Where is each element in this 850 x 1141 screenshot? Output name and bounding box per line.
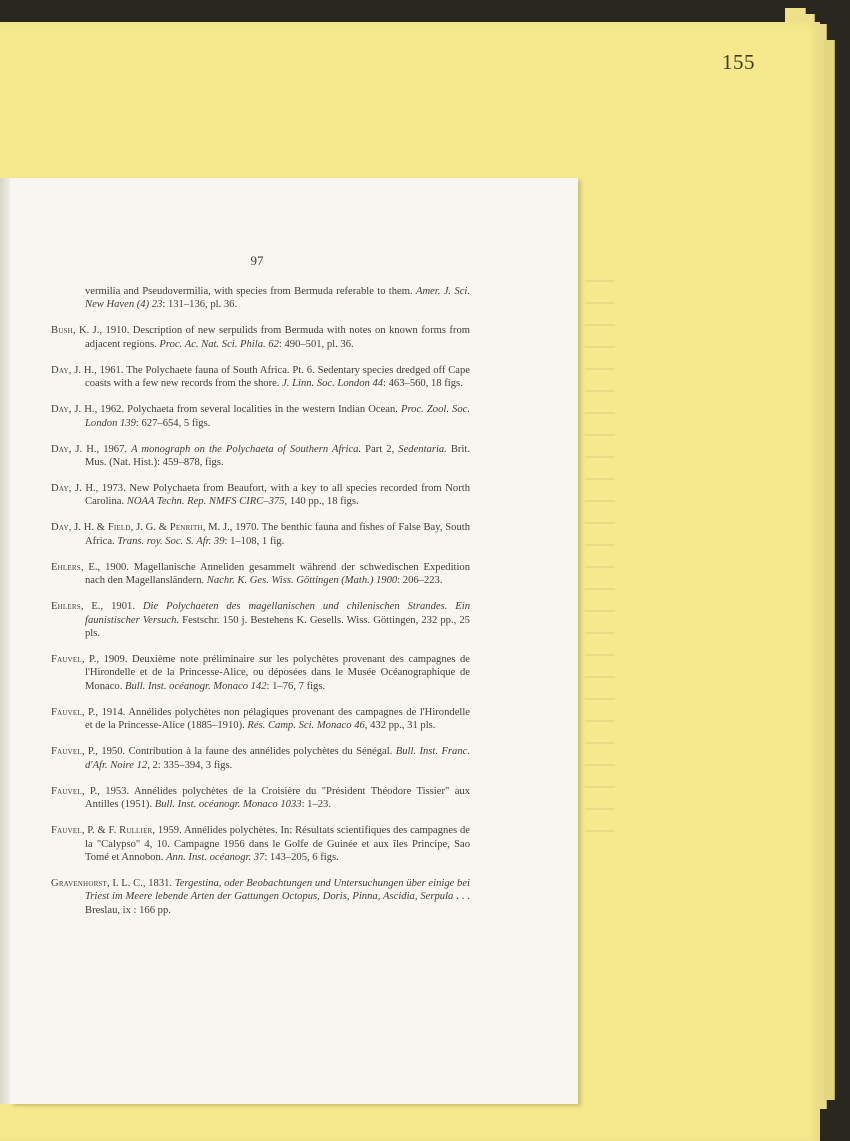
- reference-entry: [51, 706, 470, 733]
- reference-title: Bull. Inst. océanogr. Monaco 142: [125, 680, 267, 692]
- reference-text: , P., 1914. Annélides polychètes non pélagiques provenant des campagnes de l'Hirondelle et de la Princesse-Alice (1885–1910).: [81, 706, 470, 732]
- reference-title: Sedentaria.: [398, 443, 447, 455]
- reference-title: Bull. Inst. océanogr. Monaco 1033: [154, 799, 302, 811]
- reference-text: Field: [107, 522, 131, 534]
- reference-text: , P., 1909. Deuxième note préliminaire sur les polychètes provenant des campagnes de l'Hirondelle et de la Princesse-Alice, ou déposées dans le Musée Océanographique de Monaco.: [81, 654, 470, 692]
- reference-author: Day: [51, 404, 69, 416]
- reference-text: , J. G. &: [130, 522, 170, 534]
- reference-title: Ann. Inst. océanogr. 37: [166, 851, 265, 863]
- reference-text: , E., 1900. Magellanische Anneliden gesammelt während der schwedischen Expedition nach den Magellansländern.: [80, 561, 470, 587]
- reference-text: , I. L. C., 1831.: [107, 877, 175, 889]
- reference-entry: [51, 785, 470, 812]
- reference-entry: [51, 561, 470, 588]
- reference-author: Day: [51, 522, 69, 534]
- reference-entry: [51, 877, 470, 917]
- reference-text: , K. J., 1910. Description of new serpulids from Bermuda with notes on known forms from adjacent regions.: [72, 325, 470, 350]
- reference-entry: [51, 824, 470, 864]
- reference-title: Rés. Camp. Sci. Monaco 46: [247, 720, 365, 732]
- reference-title: Tergestina, oder Beobachtungen und Untersuchungen über einige bei Triest im Meere lebende Arten der Gattungen Octopus, Doris, Pinna, Ascidia, Serpula: [85, 877, 470, 903]
- reference-author: Day: [51, 443, 69, 455]
- reference-text: : 490–501, pl. 36.: [278, 338, 354, 350]
- reference-title: J. Linn. Soc. London 44: [282, 378, 384, 390]
- reference-title: Proc. Zool. Soc. London 139: [85, 404, 470, 429]
- reference-text: Penrith: [169, 522, 203, 534]
- reference-entry: [51, 443, 470, 470]
- reference-text: : 463–560, 18 figs.: [383, 378, 463, 390]
- reference-text: Rullier: [119, 825, 153, 837]
- reference-title: Bull. Inst. Franc. d'Afr. Noire 12: [85, 746, 470, 771]
- page-number: 155: [722, 50, 755, 74]
- reference-text: : 143–205, 6 figs.: [264, 851, 339, 863]
- reference-text: : 131–136, pl. 36.: [162, 299, 238, 311]
- reference-text: , M. J., 1970. The benthic fauna and fishes of False Bay, South Africa.: [85, 522, 470, 547]
- reference-text: Festschr. 150 j. Bestehens K. Gesells. Wiss. Göttingen, 232 pp., 25 pls.: [85, 614, 470, 640]
- reference-text: , 432 pp., 31 pls.: [364, 720, 436, 732]
- reference-entry: [51, 364, 470, 391]
- reference-entry: [51, 403, 470, 430]
- reference-entry: [51, 653, 470, 693]
- reference-text: : 206–223.: [397, 575, 443, 587]
- reference-author: Fauvel: [51, 825, 82, 837]
- reference-entry: [51, 745, 470, 772]
- reference-entry: [51, 285, 470, 312]
- reference-text: , J. H., 1961. The Polychaete fauna of South Africa. Pt. 6. Sedentary species dredged off Cape coasts with a few new records from the shore.: [68, 364, 470, 390]
- insert-page-number: 97: [250, 253, 264, 268]
- reference-text: , J. H., 1973. New Polychaeta from Beaufort, with a key to all species recorded from North Carolina.: [68, 483, 470, 508]
- reference-title: Amer. J. Sci. New Haven (4) 23: [85, 286, 470, 311]
- reference-author: Ehlers: [51, 561, 81, 573]
- reference-text: , 140 pp., 18 figs.: [284, 496, 359, 508]
- reference-entry: [51, 482, 470, 509]
- reference-text: , E., 1901.: [80, 601, 143, 613]
- reference-author: Fauvel: [51, 785, 82, 797]
- show-through-text: [585, 280, 615, 840]
- reference-entry: [51, 324, 470, 351]
- reference-entry: [51, 600, 470, 640]
- reference-author: Ehlers: [51, 601, 81, 613]
- reference-title: Nachr. K. Ges. Wiss. Göttingen (Math.) 1900: [206, 575, 398, 587]
- reference-author: Fauvel: [51, 706, 82, 718]
- page-edge: [824, 40, 835, 1100]
- reference-text: : 1–76, 7 figs.: [266, 680, 326, 692]
- reference-text: : 1–108, 1 fig.: [224, 535, 285, 547]
- reference-author: Day: [51, 483, 69, 495]
- reference-title: Trans. roy. Soc. S. Afr. 39: [117, 535, 225, 547]
- reference-text: , 2: 335–394, 3 figs.: [147, 759, 233, 771]
- reference-text: , J. H., 1967.: [68, 443, 132, 455]
- reference-text: , 1959. Annélides polychètes. In: Résultats scientifiques des campagnes de la "Calypso" 4, 10. Campagne 1956 dans le Golfe de Guinée et aux îles Principe, Sao Tomé et Annobon.: [85, 825, 470, 863]
- reference-text: vermilia and Pseudovermilia, with species from Bermuda referable to them.: [85, 286, 416, 297]
- reference-title: NOAA Techn. Rep. NMFS CIRC–375: [126, 496, 285, 508]
- reference-author: Bush: [51, 325, 73, 337]
- reference-list: [51, 285, 470, 930]
- reference-author: Day: [51, 364, 69, 376]
- reference-text: , P. & F.: [81, 825, 120, 837]
- reference-author: Fauvel: [51, 654, 82, 666]
- reference-text: . . . Breslau, ix : 166 pp.: [85, 891, 470, 916]
- reference-text: : 1–23.: [301, 799, 331, 811]
- reference-text: Part 2,: [361, 443, 399, 455]
- reference-author: Gravenhorst: [51, 877, 108, 889]
- reference-text: , J. H., 1962. Polychaeta from several localities in the western Indian Ocean.: [68, 404, 401, 416]
- reference-title: A monograph on the Polychaeta of Southern Africa.: [131, 443, 362, 455]
- reference-author: Fauvel: [51, 746, 82, 758]
- reference-text: : 627–654, 5 figs.: [135, 417, 211, 429]
- reference-text: Brit. Mus. (Nat. Hist.): 459–878, figs.: [85, 443, 470, 469]
- reference-text: , P., 1953. Annélides polychètes de la Croisière du "Président Théodore Tissier" aux Antilles (1951).: [81, 785, 470, 811]
- reference-title: Die Polychaeten des magellanischen und chilenischen Strandes. Ein faunistischer Versuch.: [85, 601, 470, 626]
- reference-text: , P., 1950. Contribution à la faune des annélides polychètes du Sénégal.: [81, 746, 396, 758]
- reference-text: , J. H. &: [68, 522, 108, 534]
- reference-entry: [51, 521, 470, 548]
- reference-title: Proc. Ac. Nat. Sci. Phila. 62: [159, 338, 279, 350]
